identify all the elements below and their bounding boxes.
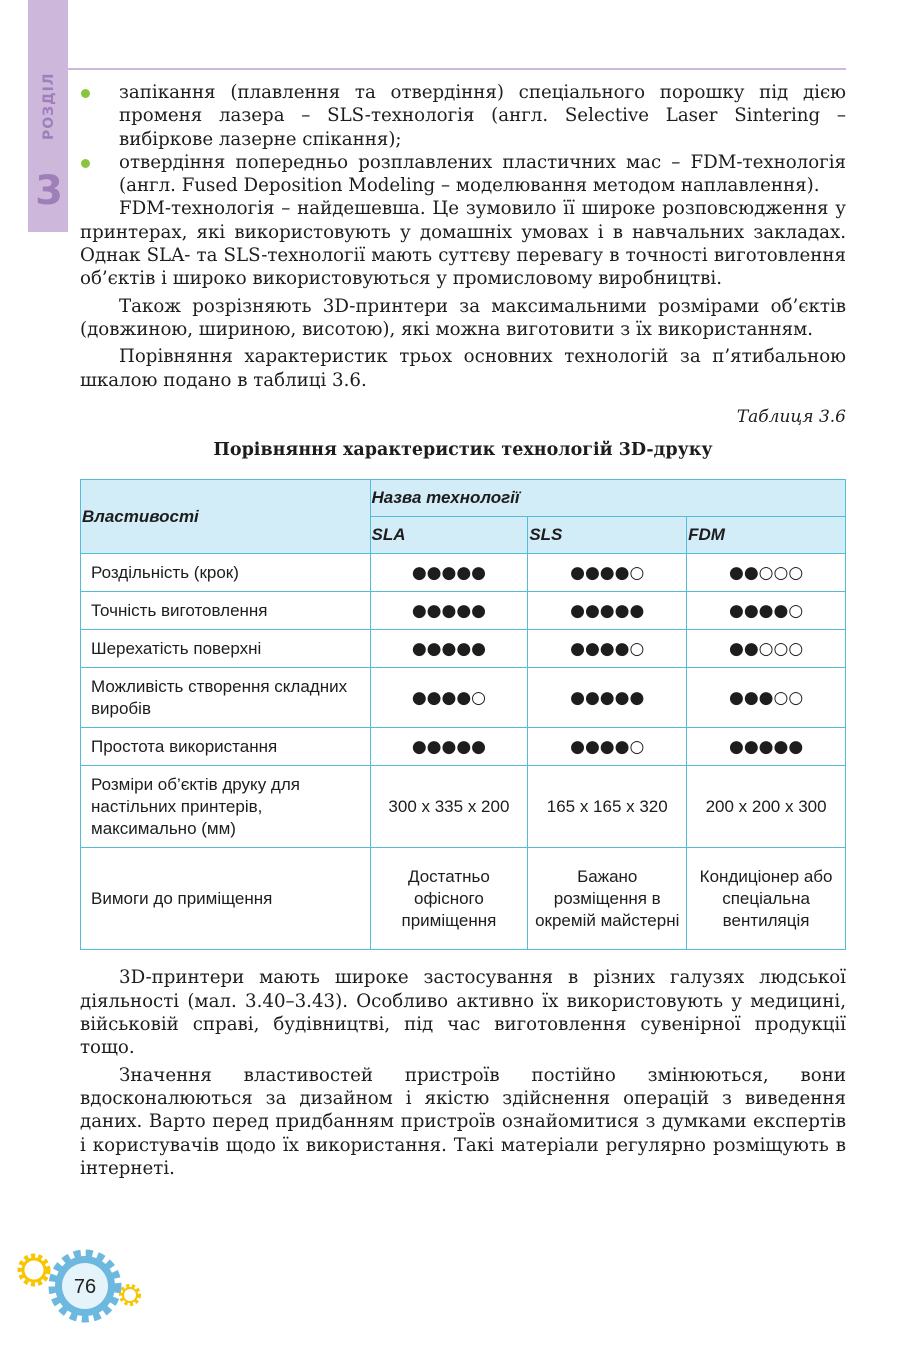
header-column: SLS — [528, 517, 687, 554]
row-property: Шерехатість поверхні — [81, 630, 371, 668]
table-title: Порівняння характеристик технологій 3D-друку — [213, 440, 713, 461]
rating-cell: ●●●●● — [528, 592, 687, 630]
rating-cell: ●●○○○ — [687, 554, 846, 592]
chapter-word: РОЗДІЛ — [41, 72, 57, 140]
table-row — [81, 668, 846, 728]
table-row — [81, 766, 846, 848]
table-row — [81, 848, 846, 950]
rating-cell: ●●●●● — [370, 592, 528, 630]
row-property: Роздільність (крок) — [81, 554, 371, 592]
paragraph: Також розрізняють 3D-принтери за максимальними розмірами об’єктів (довжиною, шириною, висотою), які можна виготовити з їх використанням. — [80, 295, 846, 340]
tiny-gear-icon — [121, 1286, 139, 1304]
bullet-dot-icon — [81, 89, 90, 98]
header-group: Назва технології — [370, 480, 846, 517]
bullet-item: запікання (плавлення та отвердіння) спеціального порошку під дією променя лазера – SLS-технологія (англ. Selective Laser Sintering – вибіркове лазерне спікання); — [80, 81, 846, 151]
header-column: SLA — [370, 517, 528, 554]
table-row — [81, 554, 846, 592]
header-column: FDM — [687, 517, 846, 554]
rating-cell: ●●●●● — [370, 728, 528, 766]
rating-cell: ●●●○○ — [687, 668, 846, 728]
row-property: Точність виготовлення — [81, 592, 371, 630]
table-number: Таблиця 3.6 — [736, 406, 846, 427]
rating-cell: ●●●●● — [687, 728, 846, 766]
size-cell: 165 x 165 x 320 — [528, 766, 687, 848]
rating-cell: ●●○○○ — [687, 630, 846, 668]
requirement-cell: Кондиціонер або спеціальна вентиляція — [687, 848, 846, 950]
paragraph: 3D-принтери мають широке застосування в різних галузях людської діяльності (мал. 3.40–3.43). Особливо активно їх використовують у медицині, військовій справі, будівництві, під час виготовлення сувенірної продукції тощо. — [80, 967, 846, 1059]
table-row — [81, 630, 846, 668]
small-gear-icon — [20, 1256, 48, 1284]
paragraph: Порівняння характеристик трьох основних технологій за п’ятибальною шкалою подано в таблиці 3.6. — [80, 346, 846, 391]
rating-cell: ●●●●● — [370, 554, 528, 592]
header-rule — [68, 68, 846, 70]
rating-cell: ●●●●○ — [687, 592, 846, 630]
page-content — [80, 81, 846, 1180]
row-property: Можливість створення складних виробів — [81, 668, 371, 728]
rating-cell: ●●●●○ — [528, 554, 687, 592]
bullet-dot-icon — [81, 159, 90, 168]
size-cell: 300 x 335 x 200 — [370, 766, 528, 848]
size-cell: 200 x 200 x 300 — [687, 766, 846, 848]
row-property: Вимоги до приміщення — [81, 848, 371, 950]
requirement-cell: Достатньо офісного приміщення — [370, 848, 528, 950]
paragraph: Значення властивостей пристроїв постійно змінюються, вони вдосконалюються за дизайном і якістю здійснення операцій з виведення даних. Варто перед придбанням пристроїв ознайомитися з думками експертів і користувачів щодо їх використання. Такі матеріали регулярно розміщують в інтернеті. — [80, 1064, 846, 1179]
chapter-number: 3 — [35, 168, 63, 214]
row-property: Простота використання — [81, 728, 371, 766]
paragraph: FDM-технологія – найдешевша. Це зумовило її широке розповсюдження у принтерах, які використовують у домашніх умовах і в навчальних закладах. Однак SLA- та SLS-технології мають суттєву перевагу в точності виготовлення об’єктів і широко використовуються у промисловому виробництві. — [80, 198, 846, 290]
rating-cell: ●●●●○ — [528, 728, 687, 766]
table-row — [81, 728, 846, 766]
bullet-item: отвердіння попередньо розплавлених пластичних мас – FDM-технологія (англ. Fused Deposition Modeling – моделювання методом наплавлення). — [80, 151, 846, 198]
row-property: Розміри об’єктів друку для настільних принтерів, максимально (мм) — [81, 766, 371, 848]
table-row — [81, 592, 846, 630]
rating-cell: ●●●●● — [370, 630, 528, 668]
rating-cell: ●●●●○ — [370, 668, 528, 728]
page-number: 76 — [73, 1276, 97, 1298]
comparison-table — [80, 479, 846, 950]
requirement-cell: Бажано розміщення в окремій майстерні — [528, 848, 687, 950]
rating-cell: ●●●●● — [528, 668, 687, 728]
header-property: Властивості — [81, 480, 371, 554]
rating-cell: ●●●●○ — [528, 630, 687, 668]
